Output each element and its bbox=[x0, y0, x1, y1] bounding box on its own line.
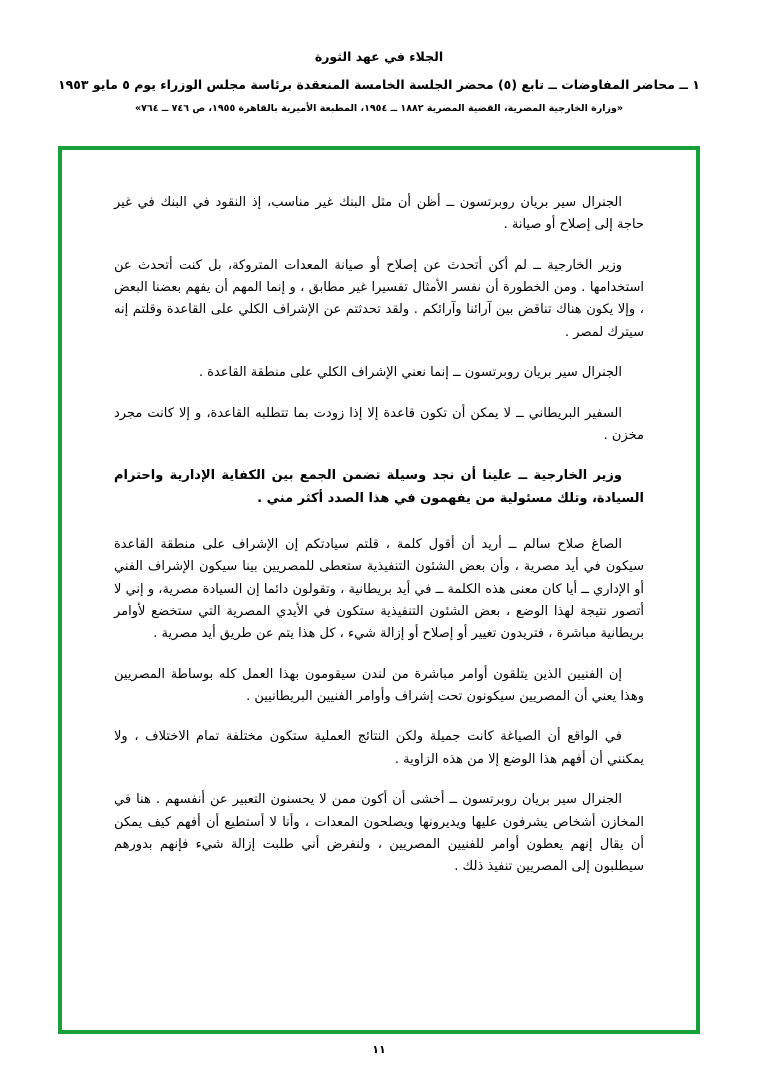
transcript-paragraph: وزير الخارجية ــ لم أكن أتحدث عن إصلاح أو صيانة المعدات المتروكة، بل كنت أتحدث عن استخدامها . ومن الخطورة أن نفسر الأمثال تفسيرا غير مطابق ، و إنما المهم أن يفهم بعضنا البعض ، وإلا يكون هناك تناقض بين آرائنا وآرائكم . ولقد تحدثتم عن الإشراف الكلي على القاعدة وقلتم إنه سيترك لمصر . bbox=[114, 257, 644, 340]
transcript-body bbox=[114, 192, 644, 1010]
transcript-paragraph: الصاغ صلاح سالم ــ أريد أن أقول كلمة ، قلتم سيادتكم إن الإشراف على منطقة القاعدة سيكون في أيد مصرية ، وأن بعض الشئون التنفيذية ستعطى للمصريين بينا سيكون الإشراف الفني أو الإداري ــ أيا كان معنى هذه الكلمة ــ في أيد بريطانية ، وتقولون دائما إن السيادة مصرية، و إني لا أتصور نتيجة لهذا الوضع ، بعض الشئون التنفيذية ستكون في الأيدي المصرية التي ستخضع لأوامر بريطانية مباشرة ، فتريدون تغيير أو إصلاح أو إزالة شيء ، كل هذا يتم عن طريق أيد مصرية . bbox=[114, 536, 644, 642]
document-subtitle: ١ ــ محاضر المفاوضات ــ تابع (٥) محضر الجلسة الخامسة المنعقدة برئاسة مجلس الوزراء يوم ٥ مايو ١٩٥٣ bbox=[58, 76, 700, 92]
transcript-paragraph: الجنرال سير بريان روبرتسون ــ أظن أن مثل البنك غير مناسب، إذ النقود في البنك في غير حاجة إلى إصلاح أو صيانة . bbox=[114, 195, 644, 233]
transcript-paragraph: السفير البريطاني ــ لا يمكن أن تكون قاعدة إلا إذا زودت بما تتطلبه القاعدة، و إلا كانت مجرد مخزن . bbox=[114, 405, 644, 443]
transcript-paragraph: الجنرال سير بريان روبرتسون ــ إنما نعني الإشراف الكلي على منطقة القاعدة . bbox=[198, 365, 622, 381]
transcript-paragraph: الجنرال سير بريان روبرتسون ــ أخشى أن أكون ممن لا يحسنون التعبير عن أنفسهم . هنا في المخازن أشخاص يشرفون عليها ويديرونها ويصلحون المعدات ، وأنا لا أستطيع أن أفهم كيف يمكن أن يقال إنهم يعطون أوامر للفنيين المصريين ، ولنفرض أني طلبت إزالة شيء فإنهم بدورهم سيطلبون إلى المصريين تنفيذ ذلك . bbox=[114, 792, 644, 875]
document-source-citation: «وزارة الخارجية المصرية، القضية المصرية ١٨٨٢ ــ ١٩٥٤، المطبعة الأميرية بالقاهرة ١٩٥٥، ص ٧٤٦ ــ ٧٦٤» bbox=[134, 103, 624, 114]
transcript-paragraph: في الواقع أن الصياغة كانت جميلة ولكن النتائج العملية ستكون مختلفة تمام الاختلاف ، ولا يمكنني أن أفهم هذا الوضع إلا من هذه الزاوية . bbox=[114, 729, 644, 767]
page-number: ١١ bbox=[372, 1043, 386, 1056]
page-header bbox=[0, 0, 758, 115]
transcript-paragraph-emphasis: وزير الخارجية ــ علينا أن نجد وسيلة تضمن الجمع بين الكفاية الإدارية واحترام السيادة، وتلك مسئولية من يفهمون في هذا الصدد أكثر مني . bbox=[114, 468, 644, 506]
document-title: الجلاء في عهد الثورة bbox=[314, 49, 444, 64]
content-frame bbox=[58, 146, 700, 1034]
transcript-paragraph: إن الفنيين الذين يتلقون أوامر مباشرة من لندن سيقومون بهذا العمل كله بوساطة المصريين وهذا يعني أن المصريين سيكونون تحت إشراف وأوامر الفنيين البريطانيين . bbox=[114, 666, 644, 705]
